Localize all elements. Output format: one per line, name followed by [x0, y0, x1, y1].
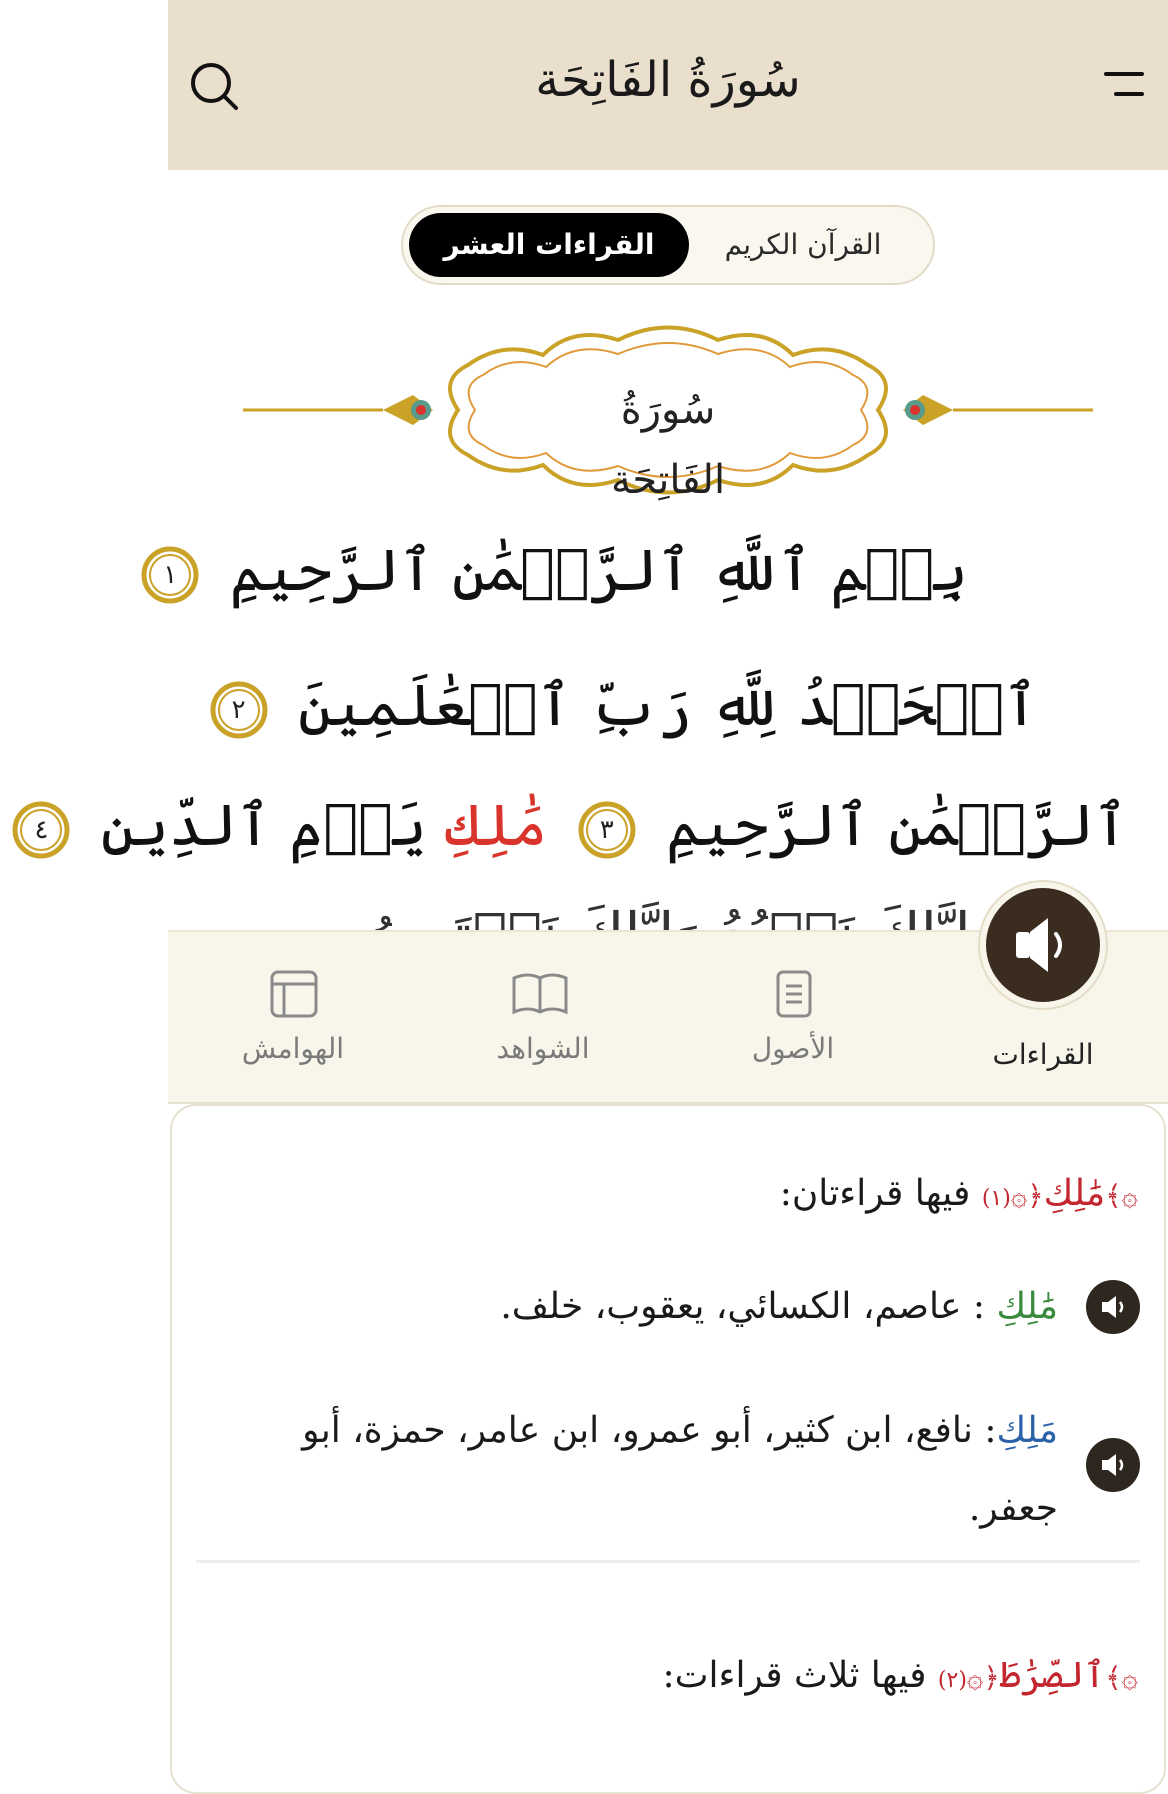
verse-line-2 — [231, 650, 1038, 760]
reading-intro: فيها قراءتان: — [779, 1173, 971, 1214]
reading-line — [238, 1392, 1058, 1548]
reading-intro: فيها ثلاث قراءات: — [662, 1655, 927, 1696]
top-bar — [168, 0, 1168, 170]
reading-word: ٱلصِّرَٰطَ — [999, 1655, 1106, 1696]
verse-text: يَوۡمِ ٱلدِّينِ — [100, 791, 427, 859]
tab-label: الشواهد — [496, 1032, 590, 1065]
ayah-number-marker[interactable]: ٤ — [10, 799, 72, 861]
notes-icon — [268, 968, 320, 1020]
ayah-number-marker[interactable]: ١ — [139, 544, 201, 606]
reading-heading-1: ۞﴾مَٰلِكِ﴿۞(١) فيها قراءتان: — [779, 1173, 1138, 1214]
reading-word: مَٰلِكِ — [996, 1286, 1058, 1327]
verse-text: بِسۡمِ ٱللَّهِ ٱلرَّحۡمَٰنِ ٱلرَّحِيمِ — [229, 536, 968, 604]
book-icon — [518, 968, 570, 1020]
play-reading-button[interactable] — [1086, 1438, 1140, 1492]
verse-line-1 — [163, 520, 968, 620]
verse-line-3 — [34, 770, 1128, 880]
mode-toggle — [401, 205, 935, 285]
tab-label: الأصول — [751, 1032, 835, 1065]
divider — [196, 1560, 1140, 1563]
verse-text: ٱلۡحَمۡدُ لِلَّهِ رَبِّ ٱلۡعَٰلَمِينَ — [298, 671, 1038, 739]
ayah-number-marker[interactable]: ٢ — [208, 679, 270, 741]
reading-line — [500, 1268, 1058, 1346]
readers-list: : نافع، ابن كثير، أبو عمرو، ابن عامر، حمزة، أبو — [302, 1410, 997, 1451]
footnote-number[interactable]: (٢) — [937, 1668, 967, 1693]
search-icon[interactable] — [188, 60, 240, 112]
reading-word: مَلِكِ — [996, 1410, 1058, 1451]
toggle-quran[interactable]: القرآن الكريم — [724, 228, 882, 261]
audio-icon — [986, 888, 1100, 1002]
highlighted-word[interactable]: مَٰلِكِ — [445, 791, 548, 859]
tab-label: القراءات — [992, 1038, 1094, 1071]
tab-shawahid[interactable] — [418, 932, 668, 1102]
menu-icon[interactable] — [1102, 66, 1146, 106]
tab-usul[interactable] — [668, 932, 918, 1102]
tab-label: الهوامش — [241, 1032, 345, 1065]
page-title: سُورَةُ الفَاتِحَة — [535, 52, 801, 108]
reading-heading-2: ۞﴾ٱلصِّرَٰطَ﴿۞(٢) فيها ثلاث قراءات: — [662, 1655, 1138, 1696]
audio-button[interactable] — [978, 880, 1108, 1010]
banner-surah-name: سُورَةُ الفَاتِحَة — [610, 387, 726, 503]
readers-list-cont: جعفر. — [968, 1488, 1058, 1529]
footnote-number[interactable]: (١) — [981, 1186, 1011, 1211]
readers-list: : عاصم، الكسائي، يعقوب، خلف. — [500, 1286, 985, 1327]
verse-text: ٱلرَّحۡمَٰنِ ٱلرَّحِيمِ — [666, 791, 1128, 859]
reading-word: مَٰلِكِ — [1043, 1173, 1106, 1214]
document-icon — [768, 968, 820, 1020]
tab-notes[interactable] — [168, 932, 418, 1102]
toggle-ten-readings[interactable]: القراءات العشر — [409, 213, 689, 277]
surah-banner — [243, 320, 1093, 503]
play-reading-button[interactable] — [1086, 1280, 1140, 1334]
ayah-number-marker[interactable]: ٣ — [576, 799, 638, 861]
